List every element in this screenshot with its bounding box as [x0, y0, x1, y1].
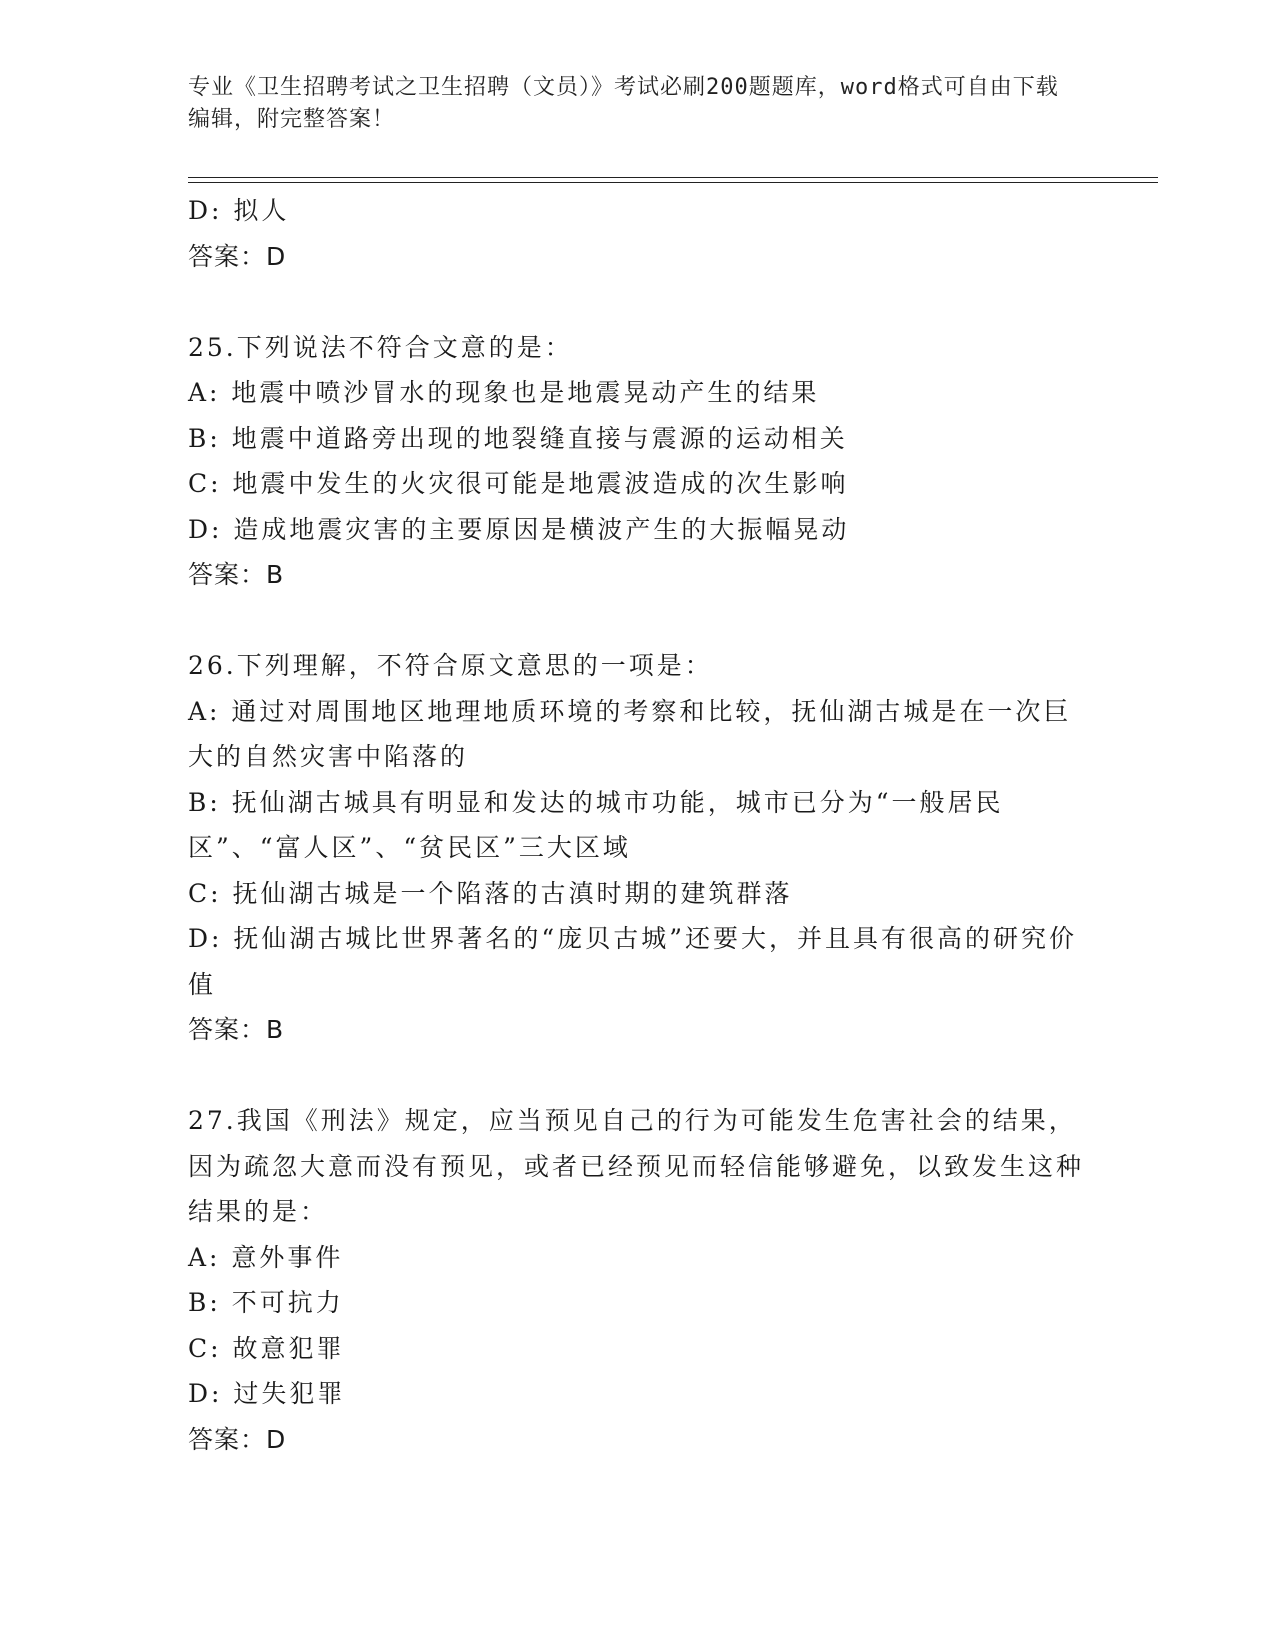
- question-stem: 26.下列理解，不符合原文意思的一项是：: [188, 651, 713, 680]
- option-b: B: 不可抗力: [188, 1288, 344, 1317]
- spacer: [188, 598, 1088, 644]
- header-divider-bottom: [188, 182, 1158, 183]
- answer-line: 答案：D: [188, 241, 287, 271]
- answer-line: 答案：D: [188, 1424, 287, 1454]
- document-body: [188, 188, 1088, 1462]
- answer-line: 答案：B: [188, 560, 285, 589]
- question-stem: 25.下列说法不符合文意的是：: [188, 332, 573, 362]
- option-a: A: 通过对周围地区地理地质环境的考察和比较，抚仙湖古城是在一次巨大的自然灾害中陷落的: [188, 696, 1072, 771]
- option-d: D: 拟人: [188, 196, 290, 225]
- question-25: [188, 325, 1088, 598]
- option-c: C: 抚仙湖古城是一个陷落的古滇时期的建筑群落: [188, 878, 793, 908]
- option-b: B: 地震中道路旁出现的地裂缝直接与震源的运动相关: [188, 423, 848, 453]
- question-27: [188, 1098, 1088, 1462]
- option-d: D: 造成地震灾害的主要原因是横波产生的大振幅晃动: [188, 514, 850, 544]
- option-a: A: 地震中喷沙冒水的现象也是地震晃动产生的结果: [188, 378, 820, 407]
- document-header: 专业《卫生招聘考试之卫生招聘（文员）》考试必刷200题题库，word格式可自由下载编辑，附完整答案！: [188, 75, 1059, 132]
- option-c: C: 地震中发生的火灾很可能是地震波造成的次生影响: [188, 469, 849, 498]
- question-26: [188, 643, 1088, 1053]
- option-a: A: 意外事件: [188, 1242, 344, 1272]
- option-d: D: 抚仙湖古城比世界著名的“庞贝古城”还要大，并且具有很高的研究价值: [188, 924, 1077, 999]
- spacer: [188, 279, 1088, 325]
- question-stem: 27.我国《刑法》规定，应当预见自己的行为可能发生危害社会的结果，因为疏忽大意而没有预见，或者已经预见而轻信能够避免，以致发生这种结果的是：: [188, 1106, 1085, 1226]
- option-b: B: 抚仙湖古城具有明显和发达的城市功能，城市已分为“一般居民区”、“富人区”、“贫民区”三大区域: [188, 787, 1004, 862]
- spacer: [188, 1053, 1088, 1099]
- option-d: D: 过失犯罪: [188, 1379, 346, 1408]
- option-c: C: 故意犯罪: [188, 1333, 345, 1363]
- previous-question-tail: [188, 188, 1088, 279]
- answer-line: 答案：B: [188, 1015, 285, 1044]
- header-divider-top: [188, 177, 1158, 178]
